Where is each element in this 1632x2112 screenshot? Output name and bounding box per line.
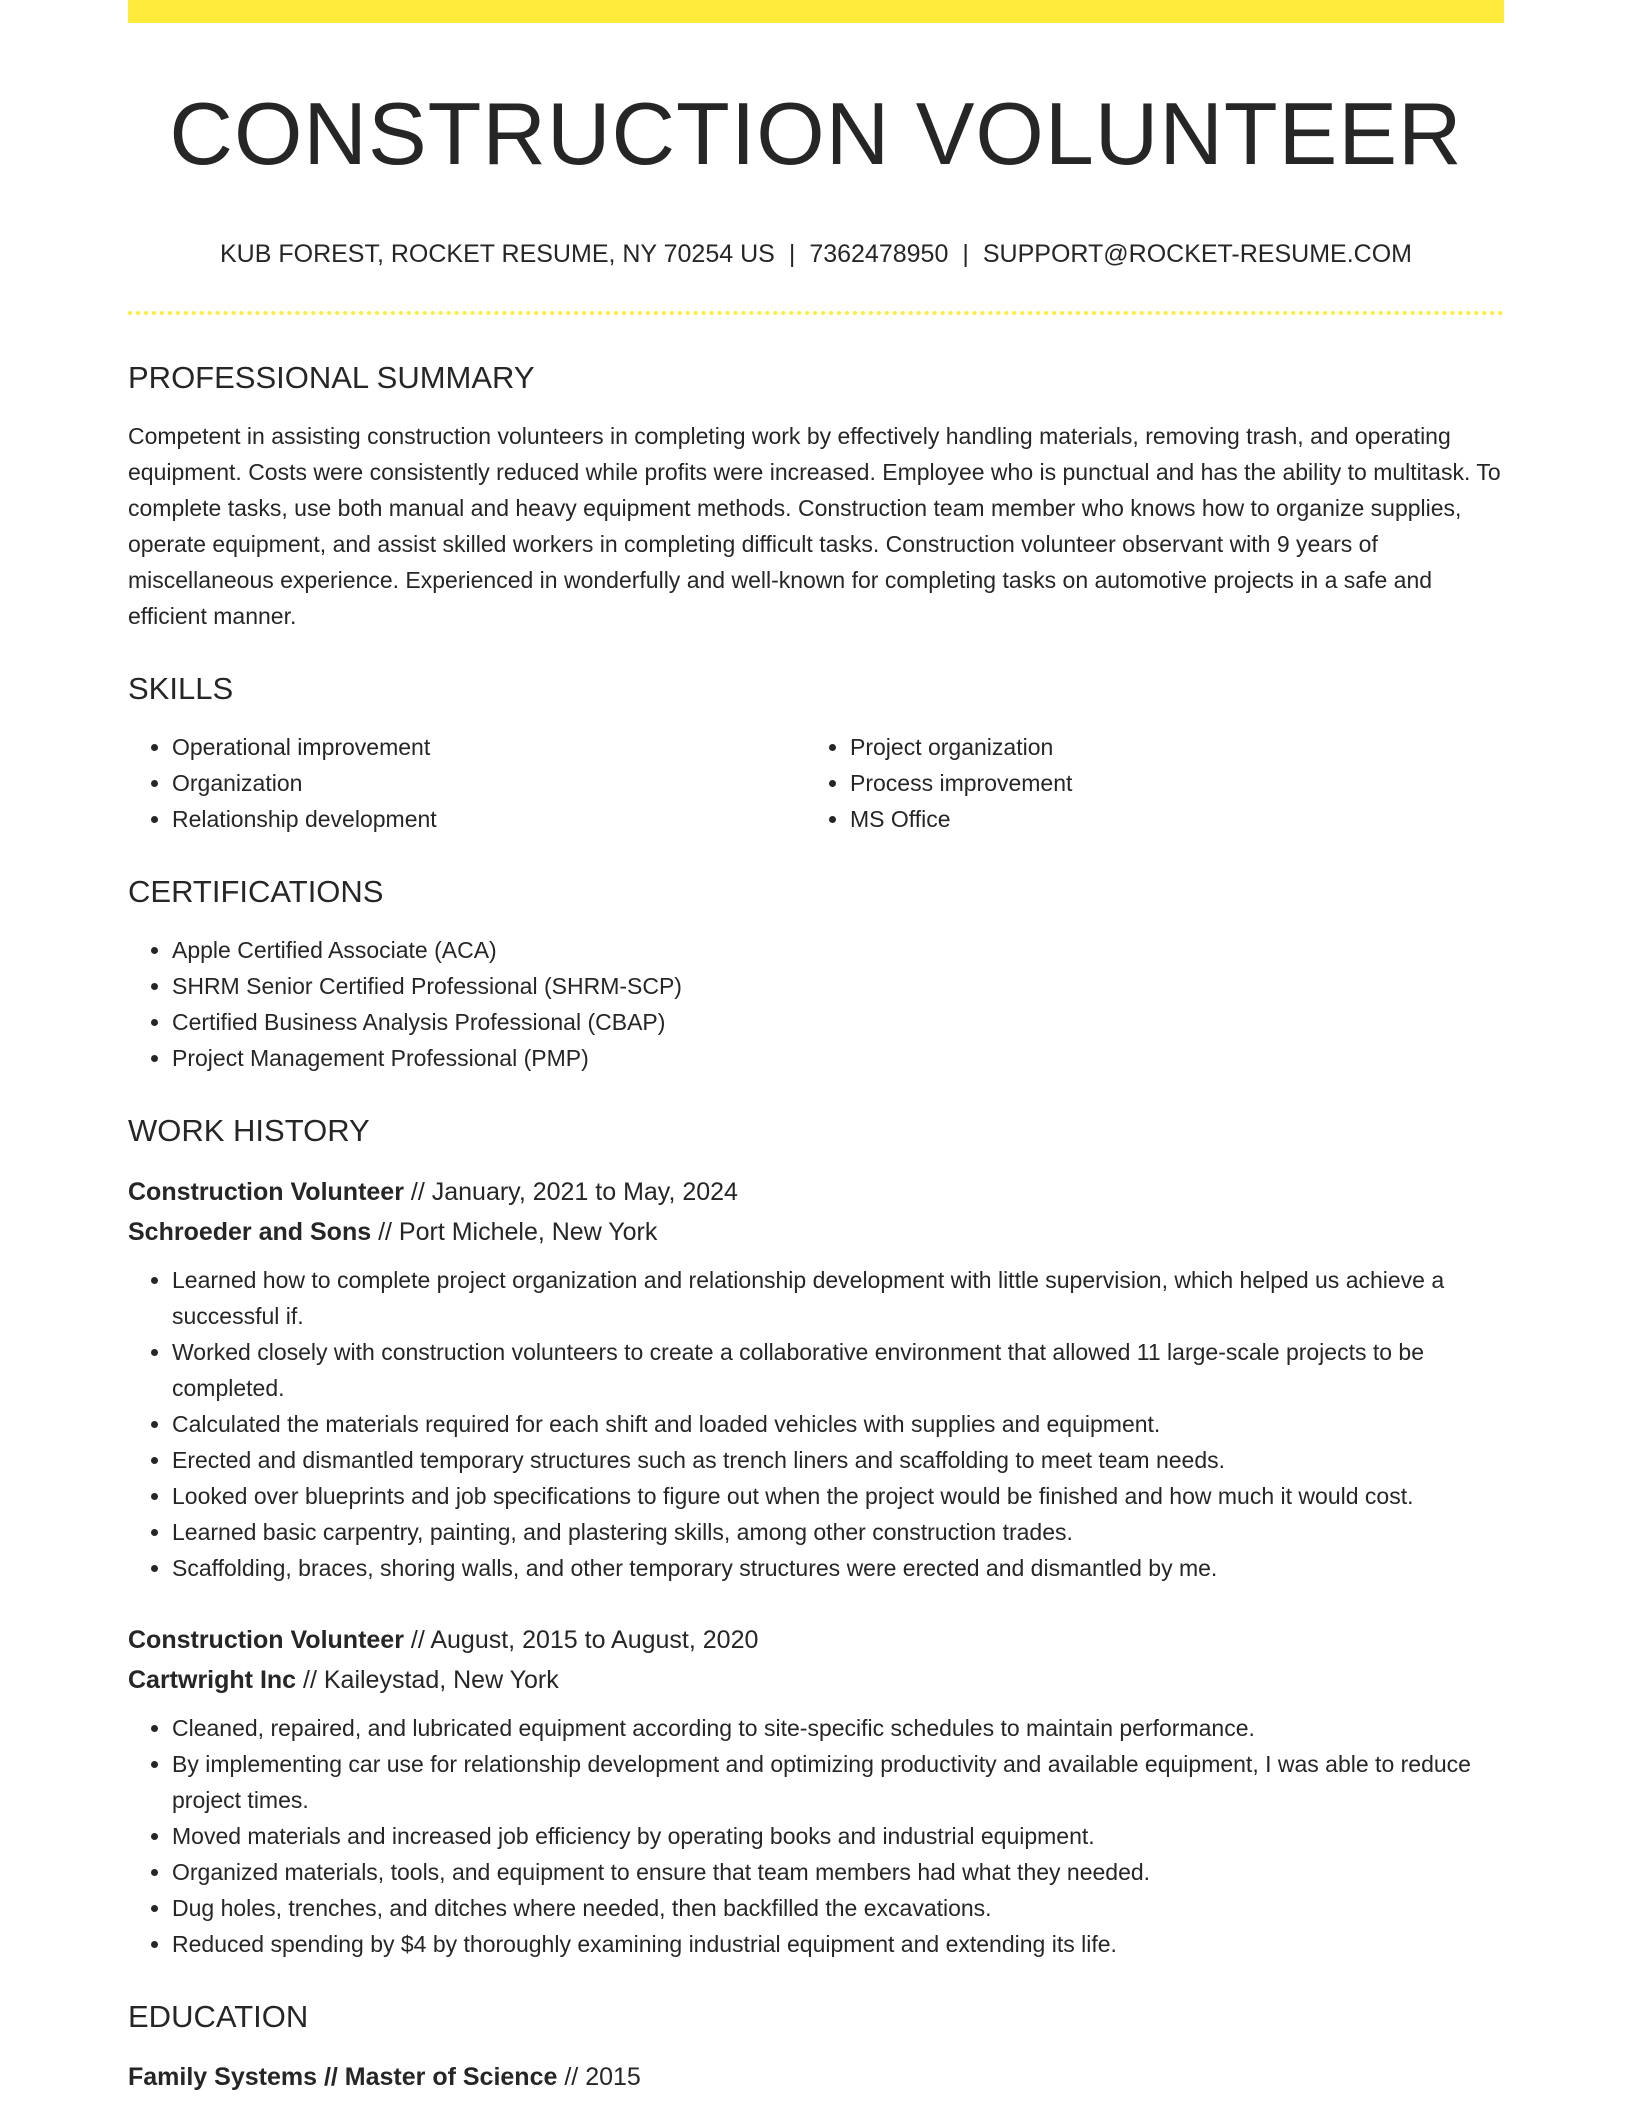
resume-page	[128, 0, 1504, 2097]
certification-item: • Certified Business Analysis Professional (CBAP)	[172, 1004, 1504, 1040]
job-location: Port Michele, New York	[398, 1217, 658, 1246]
education-separator: //	[317, 2062, 345, 2091]
job-bullets	[128, 1262, 1504, 1586]
job-bullet: • Moved materials and increased job efficiency by operating books and industrial equipment.	[172, 1818, 1504, 1854]
job-bullet: • Learned basic carpentry, painting, and plastering skills, among other construction trades.	[172, 1514, 1504, 1550]
education-heading: EDUCATION	[128, 1998, 309, 2034]
job-separator: //	[403, 1625, 431, 1654]
job-company-line	[128, 1660, 1504, 1700]
job-company-line	[128, 1212, 1504, 1252]
job-dates: January, 2021 to May, 2024	[431, 1177, 738, 1206]
job-bullet: • Scaffolding, braces, shoring walls, and other temporary structures were erected and dismantled by me.	[172, 1550, 1504, 1586]
accent-bar	[128, 0, 1504, 23]
skill-item: • Organization	[172, 765, 806, 801]
contact-address: KUB FOREST, ROCKET RESUME, NY 70254 US	[220, 239, 775, 268]
contact-separator: |	[788, 239, 796, 268]
resume-name: CONSTRUCTION VOLUNTEER	[169, 84, 1463, 183]
job-bullet: • Organized materials, tools, and equipment to ensure that team members had what they needed.	[172, 1854, 1504, 1890]
job-title-line	[128, 1620, 1504, 1660]
skill-item: • Relationship development	[172, 801, 806, 837]
dotted-divider	[128, 311, 1504, 315]
contact-separator: |	[962, 239, 969, 268]
education-separator: //	[557, 2062, 586, 2091]
job-title: Construction Volunteer	[128, 1177, 404, 1206]
job-separator: //	[296, 1665, 324, 1694]
job-bullet: • Calculated the materials required for each shift and loaded vehicles with supplies and equipment.	[172, 1406, 1504, 1442]
job-company: Schroeder and Sons	[128, 1217, 372, 1246]
job-entry	[128, 1172, 1504, 1586]
job-separator: //	[371, 1217, 399, 1246]
skill-item: • Project organization	[850, 729, 1484, 765]
certifications-section	[128, 873, 1504, 1076]
job-title-line	[128, 1172, 1504, 1212]
job-bullets	[128, 1710, 1504, 1962]
work-history-heading: WORK HISTORY	[128, 1113, 370, 1149]
education-year: 2015	[585, 2062, 641, 2091]
skill-item: • Operational improvement	[172, 729, 806, 765]
job-entry	[128, 1620, 1504, 1962]
skills-heading: SKILLS	[128, 670, 234, 706]
certification-item: • SHRM Senior Certified Professional (SHRM-SCP)	[172, 968, 1504, 1004]
job-bullet: • Erected and dismantled temporary structures such as trench liners and scaffolding to meet team needs.	[172, 1442, 1504, 1478]
skill-item: • Process improvement	[850, 765, 1484, 801]
work-history-section	[128, 1112, 1504, 1961]
contact-line	[128, 239, 1504, 269]
summary-section	[128, 359, 1504, 634]
job-bullet: • Reduced spending by $4 by thoroughly examining industrial equipment and extending its life.	[172, 1926, 1504, 1962]
summary-text: Competent in assisting construction volunteers in completing work by effectively handling materials, removing trash, and operating equipment. Costs were consistently reduced while profits were increased. Employee who is punctual and has the ability to multitask. To complete tasks, use both manual and heavy equipment methods. Construction team member who knows how to organize supplies, operate equipment, and assist skilled workers in completing difficult tasks. Construction volunteer observant with 9 years of miscellaneous experience. Experienced in wonderfully and well-known for completing tasks on automotive projects in a safe and efficient manner.	[128, 422, 1501, 629]
education-entry	[128, 2057, 1504, 2097]
job-bullet: • Learned how to complete project organization and relationship development with little supervision, which helped us achieve a successful if.	[172, 1262, 1504, 1334]
skills-grid	[128, 729, 1504, 837]
education-field: Family Systems	[128, 2062, 317, 2091]
job-bullet: • Looked over blueprints and job specifications to figure out when the project would be finished and how much it would cost.	[172, 1478, 1504, 1514]
job-bullet: • Worked closely with construction volunteers to create a collaborative environment that allowed 11 large-scale projects to be completed.	[172, 1334, 1504, 1406]
job-company: Cartwright Inc	[128, 1665, 297, 1694]
skill-item: • MS Office	[850, 801, 1484, 837]
education-section	[128, 1998, 1504, 2097]
skills-section	[128, 670, 1504, 837]
contact-phone: 7362478950	[809, 239, 949, 268]
contact-email: SUPPORT@ROCKET-RESUME.COM	[982, 239, 1412, 268]
skills-list-right	[806, 729, 1484, 837]
job-bullet: • Cleaned, repaired, and lubricated equipment according to site-specific schedules to maintain performance.	[172, 1710, 1504, 1746]
summary-heading: PROFESSIONAL SUMMARY	[128, 359, 535, 395]
job-bullet: • Dug holes, trenches, and ditches where needed, then backfilled the excavations.	[172, 1890, 1504, 1926]
certification-item: • Project Management Professional (PMP)	[172, 1040, 1504, 1076]
education-degree: Master of Science	[344, 2062, 558, 2091]
job-dates: August, 2015 to August, 2020	[430, 1625, 759, 1654]
skills-list-left	[128, 729, 806, 837]
job-title: Construction Volunteer	[128, 1625, 404, 1654]
certification-item: • Apple Certified Associate (ACA)	[172, 932, 1504, 968]
job-location: Kaileystad, New York	[323, 1665, 559, 1694]
job-bullet: • By implementing car use for relationship development and optimizing productivity and available equipment, I was able to reduce project times.	[172, 1746, 1504, 1818]
certifications-list	[128, 932, 1504, 1076]
certifications-heading: CERTIFICATIONS	[128, 874, 384, 910]
job-separator: //	[403, 1177, 432, 1206]
